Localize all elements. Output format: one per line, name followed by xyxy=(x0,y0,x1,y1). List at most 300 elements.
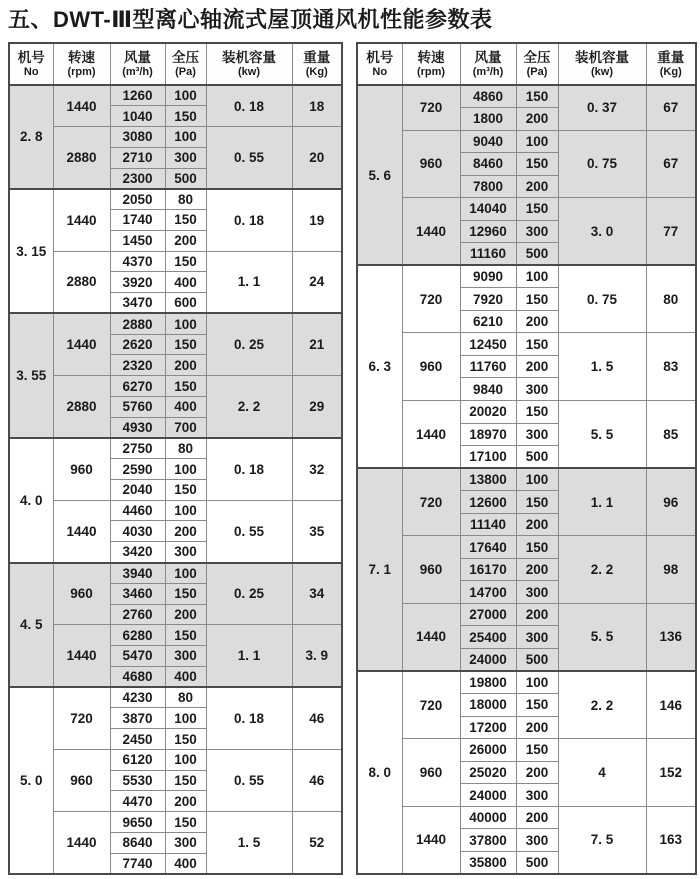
cell-pressure: 200 xyxy=(165,355,206,376)
cell-capacity: 1. 1 xyxy=(558,468,646,536)
cell-capacity: 2. 2 xyxy=(558,536,646,604)
section-4-0 xyxy=(9,438,342,563)
cell-pressure: 300 xyxy=(516,784,558,807)
cell-capacity: 0. 18 xyxy=(206,687,292,749)
cell-weight: 96 xyxy=(646,468,696,536)
cell-pressure: 500 xyxy=(165,168,206,189)
col-header-label: 风量 xyxy=(474,49,502,65)
section-2-8 xyxy=(9,85,342,189)
cell-machine-no: 4. 0 xyxy=(9,438,53,563)
cell-air-volume: 37800 xyxy=(460,829,516,852)
cell-weight: 20 xyxy=(292,127,342,189)
cell-pressure: 100 xyxy=(516,130,558,153)
cell-speed: 1440 xyxy=(53,500,110,562)
col-header-unit: (kw) xyxy=(238,66,260,79)
cell-air-volume: 6280 xyxy=(110,625,165,646)
section-4-5 xyxy=(9,563,342,688)
cell-pressure: 600 xyxy=(165,293,206,314)
cell-speed: 960 xyxy=(53,749,110,811)
right-table-mount xyxy=(356,42,697,875)
cell-air-volume: 9090 xyxy=(460,265,516,288)
cell-weight: 80 xyxy=(646,265,696,333)
col-header-label: 机号 xyxy=(366,49,394,65)
col-header-speed xyxy=(53,43,110,85)
cell-pressure: 400 xyxy=(165,666,206,687)
cell-air-volume: 2300 xyxy=(110,168,165,189)
cell-air-volume: 18000 xyxy=(460,694,516,717)
cell-air-volume: 18970 xyxy=(460,423,516,446)
cell-capacity: 2. 2 xyxy=(206,376,292,438)
cell-air-volume: 4680 xyxy=(110,666,165,687)
cell-speed: 1440 xyxy=(402,806,460,874)
cell-weight: 35 xyxy=(292,500,342,562)
cell-pressure: 300 xyxy=(516,378,558,401)
table-header xyxy=(9,43,342,85)
cell-pressure: 200 xyxy=(516,513,558,536)
cell-pressure: 150 xyxy=(165,479,206,500)
col-header-pressure xyxy=(516,43,558,85)
cell-pressure: 150 xyxy=(165,106,206,127)
cell-capacity: 0. 18 xyxy=(206,438,292,500)
col-header-capacity xyxy=(558,43,646,85)
cell-speed: 1440 xyxy=(53,85,110,127)
cell-capacity: 0. 25 xyxy=(206,313,292,375)
cell-capacity: 1. 5 xyxy=(558,333,646,401)
cell-capacity: 5. 5 xyxy=(558,603,646,671)
cell-pressure: 150 xyxy=(516,536,558,559)
cell-air-volume: 16170 xyxy=(460,558,516,581)
cell-air-volume: 2450 xyxy=(110,729,165,750)
cell-air-volume: 2760 xyxy=(110,604,165,625)
cell-air-volume: 4860 xyxy=(460,85,516,108)
table-row xyxy=(357,806,696,829)
cell-air-volume: 40000 xyxy=(460,806,516,829)
cell-air-volume: 17640 xyxy=(460,536,516,559)
cell-air-volume: 11160 xyxy=(460,243,516,266)
cell-capacity: 7. 5 xyxy=(558,806,646,874)
cell-pressure: 200 xyxy=(516,603,558,626)
cell-air-volume: 3420 xyxy=(110,542,165,563)
cell-weight: 52 xyxy=(292,812,342,874)
cell-speed: 720 xyxy=(402,468,460,536)
cell-pressure: 150 xyxy=(165,210,206,231)
cell-speed: 1440 xyxy=(53,812,110,874)
cell-air-volume: 3460 xyxy=(110,583,165,604)
cell-capacity: 5. 5 xyxy=(558,401,646,469)
cell-speed: 960 xyxy=(53,438,110,500)
cell-pressure: 200 xyxy=(516,806,558,829)
table-row xyxy=(9,85,342,106)
table-row xyxy=(9,625,342,646)
col-header-unit: (m³/h) xyxy=(122,66,153,79)
section-5-0 xyxy=(9,687,342,874)
cell-pressure: 500 xyxy=(516,851,558,874)
performance-table-left xyxy=(8,42,343,875)
cell-speed: 1440 xyxy=(402,401,460,469)
cell-speed: 720 xyxy=(53,687,110,749)
cell-pressure: 150 xyxy=(165,770,206,791)
cell-air-volume: 27000 xyxy=(460,603,516,626)
performance-table-right xyxy=(356,42,697,875)
cell-capacity: 0. 37 xyxy=(558,85,646,130)
cell-speed: 1440 xyxy=(53,189,110,251)
cell-weight: 29 xyxy=(292,376,342,438)
table-row xyxy=(357,468,696,491)
cell-pressure: 100 xyxy=(516,671,558,694)
col-header-unit: No xyxy=(23,66,39,79)
cell-pressure: 80 xyxy=(165,438,206,459)
cell-pressure: 150 xyxy=(516,333,558,356)
col-header-label: 风量 xyxy=(124,49,151,65)
cell-speed: 720 xyxy=(402,671,460,739)
cell-air-volume: 11760 xyxy=(460,355,516,378)
cell-capacity: 0. 75 xyxy=(558,265,646,333)
col-header-machine-no xyxy=(9,43,53,85)
cell-weight: 77 xyxy=(646,198,696,266)
cell-air-volume: 8640 xyxy=(110,832,165,853)
cell-weight: 83 xyxy=(646,333,696,401)
table-row xyxy=(9,313,342,334)
cell-air-volume: 5530 xyxy=(110,770,165,791)
cell-capacity: 1. 1 xyxy=(206,625,292,687)
cell-pressure: 150 xyxy=(165,812,206,833)
section-8-0 xyxy=(357,671,696,874)
cell-pressure: 200 xyxy=(165,604,206,625)
cell-air-volume: 2620 xyxy=(110,334,165,355)
cell-pressure: 100 xyxy=(165,459,206,480)
cell-weight: 146 xyxy=(646,671,696,739)
cell-air-volume: 3920 xyxy=(110,272,165,293)
cell-pressure: 400 xyxy=(165,396,206,417)
cell-air-volume: 4370 xyxy=(110,251,165,272)
cell-pressure: 100 xyxy=(165,85,206,106)
section-5-6 xyxy=(357,85,696,265)
cell-capacity: 1. 5 xyxy=(206,812,292,874)
cell-air-volume: 3870 xyxy=(110,708,165,729)
cell-weight: 18 xyxy=(292,85,342,127)
cell-pressure: 80 xyxy=(165,687,206,708)
cell-speed: 2880 xyxy=(53,376,110,438)
cell-machine-no: 3. 55 xyxy=(9,313,53,438)
section-3-55 xyxy=(9,313,342,438)
section-7-1 xyxy=(357,468,696,671)
cell-pressure: 150 xyxy=(516,153,558,176)
cell-air-volume: 4930 xyxy=(110,417,165,438)
cell-air-volume: 25400 xyxy=(460,626,516,649)
cell-air-volume: 2320 xyxy=(110,355,165,376)
cell-speed: 720 xyxy=(402,265,460,333)
cell-pressure: 300 xyxy=(165,646,206,667)
cell-speed: 720 xyxy=(402,85,460,130)
col-header-unit: No xyxy=(372,66,388,79)
cell-air-volume: 8460 xyxy=(460,153,516,176)
cell-air-volume: 26000 xyxy=(460,739,516,762)
cell-speed: 1440 xyxy=(402,603,460,671)
col-header-unit: (Kg) xyxy=(305,66,328,79)
table-row xyxy=(357,198,696,221)
cell-air-volume: 4460 xyxy=(110,500,165,521)
cell-air-volume: 3080 xyxy=(110,127,165,148)
section-3-15 xyxy=(9,189,342,314)
col-header-air-volume xyxy=(460,43,516,85)
cell-pressure: 200 xyxy=(165,521,206,542)
cell-air-volume: 2590 xyxy=(110,459,165,480)
cell-capacity: 2. 2 xyxy=(558,671,646,739)
col-header-label: 重量 xyxy=(303,49,331,65)
cell-machine-no: 7. 1 xyxy=(357,468,402,671)
cell-weight: 85 xyxy=(646,401,696,469)
header-row xyxy=(357,43,696,85)
cell-air-volume: 4230 xyxy=(110,687,165,708)
cell-air-volume: 7740 xyxy=(110,853,165,874)
table-row xyxy=(9,189,342,210)
table-row xyxy=(357,671,696,694)
cell-air-volume: 7920 xyxy=(460,288,516,311)
cell-pressure: 700 xyxy=(165,417,206,438)
cell-air-volume: 4470 xyxy=(110,791,165,812)
cell-pressure: 150 xyxy=(516,739,558,762)
cell-pressure: 100 xyxy=(165,127,206,148)
cell-air-volume: 5470 xyxy=(110,646,165,667)
cell-pressure: 100 xyxy=(165,500,206,521)
col-header-air-volume xyxy=(110,43,165,85)
cell-air-volume: 3940 xyxy=(110,563,165,584)
cell-pressure: 150 xyxy=(516,401,558,424)
cell-pressure: 500 xyxy=(516,446,558,469)
cell-speed: 1440 xyxy=(53,313,110,375)
col-header-unit: (Kg) xyxy=(659,66,682,79)
cell-pressure: 200 xyxy=(516,716,558,739)
cell-pressure: 300 xyxy=(516,220,558,243)
col-header-label: 重量 xyxy=(657,49,685,65)
col-header-unit: (Pa) xyxy=(175,66,196,79)
cell-weight: 98 xyxy=(646,536,696,604)
cell-capacity: 0. 18 xyxy=(206,189,292,251)
cell-machine-no: 8. 0 xyxy=(357,671,402,874)
cell-air-volume: 24000 xyxy=(460,648,516,671)
col-header-weight xyxy=(646,43,696,85)
table-row xyxy=(9,500,342,521)
table-row xyxy=(9,687,342,708)
cell-machine-no: 4. 5 xyxy=(9,563,53,688)
cell-pressure: 100 xyxy=(165,313,206,334)
cell-speed: 960 xyxy=(53,563,110,625)
cell-weight: 32 xyxy=(292,438,342,500)
table-row xyxy=(9,251,342,272)
table-row xyxy=(9,812,342,833)
section-6-3 xyxy=(357,265,696,468)
col-header-unit: (rpm) xyxy=(67,66,96,79)
cell-air-volume: 2710 xyxy=(110,147,165,168)
table-header xyxy=(357,43,696,85)
cell-weight: 21 xyxy=(292,313,342,375)
col-header-label: 全压 xyxy=(523,49,551,65)
cell-pressure: 200 xyxy=(516,108,558,131)
cell-pressure: 150 xyxy=(165,625,206,646)
cell-pressure: 100 xyxy=(516,265,558,288)
cell-air-volume: 1260 xyxy=(110,85,165,106)
cell-pressure: 150 xyxy=(165,251,206,272)
cell-air-volume: 1450 xyxy=(110,230,165,251)
cell-pressure: 300 xyxy=(165,542,206,563)
col-header-label: 机号 xyxy=(17,49,45,65)
cell-air-volume: 13800 xyxy=(460,468,516,491)
cell-capacity: 0. 18 xyxy=(206,85,292,127)
page-title: 五、DWT-Ⅲ型离心轴流式屋顶通风机性能参数表 xyxy=(8,7,493,32)
cell-air-volume: 2750 xyxy=(110,438,165,459)
cell-pressure: 500 xyxy=(516,648,558,671)
cell-air-volume: 35800 xyxy=(460,851,516,874)
cell-speed: 960 xyxy=(402,739,460,807)
cell-air-volume: 17200 xyxy=(460,716,516,739)
cell-weight: 24 xyxy=(292,251,342,313)
cell-weight: 3. 9 xyxy=(292,625,342,687)
cell-air-volume: 12960 xyxy=(460,220,516,243)
cell-air-volume: 12600 xyxy=(460,491,516,514)
col-header-label: 装机容量 xyxy=(575,49,629,65)
cell-weight: 152 xyxy=(646,739,696,807)
cell-pressure: 200 xyxy=(516,310,558,333)
cell-air-volume: 14700 xyxy=(460,581,516,604)
cell-pressure: 200 xyxy=(516,558,558,581)
cell-pressure: 200 xyxy=(165,230,206,251)
col-header-machine-no xyxy=(357,43,402,85)
cell-pressure: 150 xyxy=(516,694,558,717)
cell-pressure: 150 xyxy=(516,288,558,311)
cell-pressure: 300 xyxy=(516,829,558,852)
table-row xyxy=(9,376,342,397)
cell-pressure: 200 xyxy=(516,175,558,198)
col-header-unit: (rpm) xyxy=(416,66,446,79)
cell-speed: 960 xyxy=(402,333,460,401)
table-row xyxy=(9,749,342,770)
cell-pressure: 500 xyxy=(516,243,558,266)
cell-air-volume: 9040 xyxy=(460,130,516,153)
cell-air-volume: 6210 xyxy=(460,310,516,333)
cell-air-volume: 2040 xyxy=(110,479,165,500)
cell-air-volume: 9650 xyxy=(110,812,165,833)
cell-pressure: 150 xyxy=(516,491,558,514)
table-row xyxy=(357,536,696,559)
cell-speed: 2880 xyxy=(53,251,110,313)
cell-air-volume: 4030 xyxy=(110,521,165,542)
cell-pressure: 150 xyxy=(165,376,206,397)
cell-air-volume: 5760 xyxy=(110,396,165,417)
cell-air-volume: 6270 xyxy=(110,376,165,397)
col-header-label: 转速 xyxy=(417,49,445,65)
col-header-weight xyxy=(292,43,342,85)
cell-air-volume: 14040 xyxy=(460,198,516,221)
cell-pressure: 150 xyxy=(165,334,206,355)
cell-speed: 960 xyxy=(402,536,460,604)
cell-capacity: 0. 55 xyxy=(206,500,292,562)
cell-machine-no: 5. 6 xyxy=(357,85,402,265)
cell-air-volume: 12450 xyxy=(460,333,516,356)
cell-pressure: 300 xyxy=(516,626,558,649)
cell-pressure: 100 xyxy=(165,563,206,584)
table-row xyxy=(9,127,342,148)
cell-air-volume: 19800 xyxy=(460,671,516,694)
header-row xyxy=(9,43,342,85)
cell-pressure: 300 xyxy=(516,423,558,446)
cell-air-volume: 1800 xyxy=(460,108,516,131)
cell-capacity: 0. 55 xyxy=(206,749,292,811)
col-header-unit: (Pa) xyxy=(526,66,548,79)
cell-speed: 960 xyxy=(402,130,460,198)
col-header-label: 全压 xyxy=(172,49,199,65)
cell-weight: 19 xyxy=(292,189,342,251)
table-row xyxy=(357,130,696,153)
cell-weight: 67 xyxy=(646,130,696,198)
col-header-speed xyxy=(402,43,460,85)
cell-weight: 136 xyxy=(646,603,696,671)
cell-capacity: 0. 55 xyxy=(206,127,292,189)
cell-pressure: 150 xyxy=(516,85,558,108)
cell-air-volume: 20020 xyxy=(460,401,516,424)
cell-speed: 1440 xyxy=(402,198,460,266)
cell-weight: 163 xyxy=(646,806,696,874)
cell-capacity: 0. 75 xyxy=(558,130,646,198)
col-header-label: 转速 xyxy=(68,49,95,65)
cell-air-volume: 25020 xyxy=(460,761,516,784)
cell-pressure: 400 xyxy=(165,853,206,874)
table-row xyxy=(357,333,696,356)
cell-machine-no: 5. 0 xyxy=(9,687,53,874)
cell-air-volume: 17100 xyxy=(460,446,516,469)
cell-weight: 34 xyxy=(292,563,342,625)
cell-air-volume: 1040 xyxy=(110,106,165,127)
table-row xyxy=(357,265,696,288)
cell-air-volume: 7800 xyxy=(460,175,516,198)
cell-pressure: 200 xyxy=(165,791,206,812)
cell-machine-no: 6. 3 xyxy=(357,265,402,468)
col-header-pressure xyxy=(165,43,206,85)
cell-air-volume: 1740 xyxy=(110,210,165,231)
table-row xyxy=(357,401,696,424)
table-row xyxy=(9,438,342,459)
cell-pressure: 100 xyxy=(165,708,206,729)
cell-air-volume: 24000 xyxy=(460,784,516,807)
cell-speed: 1440 xyxy=(53,625,110,687)
cell-pressure: 200 xyxy=(516,355,558,378)
cell-weight: 67 xyxy=(646,85,696,130)
cell-air-volume: 11140 xyxy=(460,513,516,536)
cell-capacity: 3. 0 xyxy=(558,198,646,266)
cell-capacity: 4 xyxy=(558,739,646,807)
cell-pressure: 100 xyxy=(165,749,206,770)
cell-pressure: 300 xyxy=(165,147,206,168)
cell-weight: 46 xyxy=(292,749,342,811)
table-row xyxy=(357,603,696,626)
cell-air-volume: 9840 xyxy=(460,378,516,401)
table-row xyxy=(357,739,696,762)
table-row xyxy=(9,563,342,584)
cell-air-volume: 2050 xyxy=(110,189,165,210)
cell-pressure: 300 xyxy=(165,832,206,853)
cell-machine-no: 2. 8 xyxy=(9,85,53,189)
cell-air-volume: 2880 xyxy=(110,313,165,334)
col-header-unit: (kw) xyxy=(591,66,613,79)
cell-machine-no: 3. 15 xyxy=(9,189,53,314)
cell-pressure: 80 xyxy=(165,189,206,210)
cell-weight: 46 xyxy=(292,687,342,749)
cell-speed: 2880 xyxy=(53,127,110,189)
col-header-label: 装机容量 xyxy=(222,49,276,65)
cell-pressure: 300 xyxy=(516,581,558,604)
cell-capacity: 0. 25 xyxy=(206,563,292,625)
cell-pressure: 100 xyxy=(516,468,558,491)
cell-capacity: 1. 1 xyxy=(206,251,292,313)
